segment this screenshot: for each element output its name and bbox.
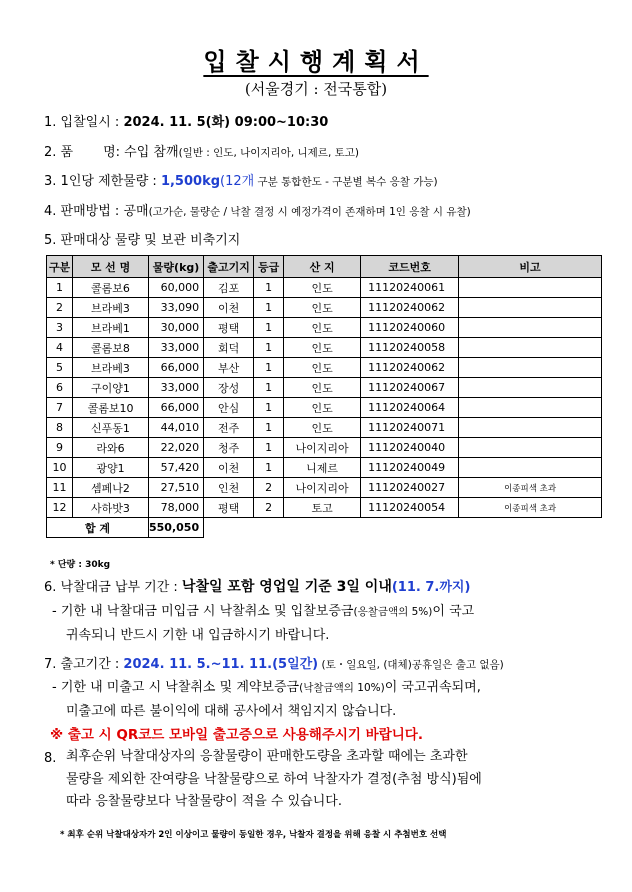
vessel-name-cell: 브라베3 bbox=[73, 298, 149, 318]
remarks-cell: 이종피색 초과 bbox=[459, 498, 602, 518]
total-label: 합 계 bbox=[47, 518, 149, 538]
item-target-volume: 5. 판매대상 물량 및 보관 비축기지 bbox=[44, 233, 241, 248]
table-row bbox=[47, 378, 602, 398]
table-row bbox=[47, 338, 602, 358]
release-depot-cell: 전주 bbox=[204, 418, 254, 438]
document-title: 입찰시행계획서 bbox=[203, 47, 429, 76]
origin-cell: 토고 bbox=[284, 498, 361, 518]
code-number-cell: 11120240040 bbox=[361, 438, 459, 458]
release-depot-cell: 평택 bbox=[204, 318, 254, 338]
vessel-name-cell: 브라베1 bbox=[73, 318, 149, 338]
origin-cell: 인도 bbox=[284, 278, 361, 298]
origin-cell: 인도 bbox=[284, 298, 361, 318]
remarks-cell bbox=[459, 278, 602, 298]
table-row bbox=[47, 458, 602, 478]
code-number-cell: 11120240060 bbox=[361, 318, 459, 338]
volume-kg-cell: 33,000 bbox=[149, 338, 204, 358]
row-number-cell: 9 bbox=[47, 438, 73, 458]
row-number-cell: 8 bbox=[47, 418, 73, 438]
origin-cell: 인도 bbox=[284, 338, 361, 358]
remarks-cell bbox=[459, 398, 602, 418]
vessel-name-cell: 신푸동1 bbox=[73, 418, 149, 438]
header-cell: 출고기지 bbox=[204, 256, 254, 278]
volume-kg-cell: 57,420 bbox=[149, 458, 204, 478]
release-depot-cell: 인천 bbox=[204, 478, 254, 498]
row-number-cell: 7 bbox=[47, 398, 73, 418]
row-number-cell: 2 bbox=[47, 298, 73, 318]
release-depot-cell: 회덕 bbox=[204, 338, 254, 358]
total-blank bbox=[204, 518, 602, 538]
document-subtitle: (서울경기 : 전국통합) bbox=[244, 80, 388, 98]
row-number-cell: 4 bbox=[47, 338, 73, 358]
release-depot-cell: 청주 bbox=[204, 438, 254, 458]
grade-cell: 1 bbox=[254, 358, 284, 378]
table-row bbox=[47, 418, 602, 438]
table-row bbox=[47, 358, 602, 378]
code-number-cell: 11120240062 bbox=[361, 298, 459, 318]
row-number-cell: 6 bbox=[47, 378, 73, 398]
origin-cell: 인도 bbox=[284, 378, 361, 398]
table-row bbox=[47, 318, 602, 338]
item-purchase-limit: 3. 1인당 제한물량 : 1,500kg(12개 구분 통합한도 - 구분별 복수 응찰 가능) bbox=[44, 174, 438, 189]
volume-kg-cell: 60,000 bbox=[149, 278, 204, 298]
origin-cell: 니제르 bbox=[284, 458, 361, 478]
row-number-cell: 10 bbox=[47, 458, 73, 478]
remarks-cell bbox=[459, 418, 602, 438]
code-number-cell: 11120240058 bbox=[361, 338, 459, 358]
remarks-cell bbox=[459, 318, 602, 338]
code-number-cell: 11120240064 bbox=[361, 398, 459, 418]
volume-kg-cell: 33,000 bbox=[149, 378, 204, 398]
volume-kg-cell: 30,000 bbox=[149, 318, 204, 338]
code-number-cell: 11120240027 bbox=[361, 478, 459, 498]
row-number-cell: 11 bbox=[47, 478, 73, 498]
total-value: 550,050 bbox=[149, 518, 204, 538]
table-row bbox=[47, 478, 602, 498]
vessel-name-cell: 콜롬보10 bbox=[73, 398, 149, 418]
remarks-cell bbox=[459, 298, 602, 318]
table-total-row bbox=[47, 518, 602, 538]
grade-cell: 2 bbox=[254, 498, 284, 518]
grade-cell: 1 bbox=[254, 398, 284, 418]
section-payment-text: - 기한 내 낙찰대금 미입금 시 낙찰취소 및 입찰보증금(응찰금액의 5%)이 국고 귀속되니 반드시 기한 내 입금하시기 바랍니다. bbox=[52, 604, 475, 643]
release-depot-cell: 김포 bbox=[204, 278, 254, 298]
volume-kg-cell: 66,000 bbox=[149, 398, 204, 418]
section-release-period: 7. 출고기간 : 2024. 11. 5.~11. 11.(5일간) (토・일요일, (대체)공휴일은 출고 없음) bbox=[44, 657, 504, 672]
table-row bbox=[47, 298, 602, 318]
grade-cell: 1 bbox=[254, 418, 284, 438]
volume-kg-cell: 27,510 bbox=[149, 478, 204, 498]
table-header-row bbox=[47, 256, 602, 278]
vessel-name-cell: 브라베3 bbox=[73, 358, 149, 378]
origin-cell: 인도 bbox=[284, 398, 361, 418]
grade-cell: 1 bbox=[254, 318, 284, 338]
section-payment-deadline: 6. 낙찰대금 납부 기간 : 낙찰일 포함 영업일 기준 3일 이내(11. 7.까지) bbox=[44, 579, 471, 595]
item-product-name: 2. 품 명: 수입 참깨(일반 : 인도, 나이지리아, 니제르, 토고) bbox=[44, 145, 359, 160]
section-allocation-text: 최후순위 낙찰대상자의 응찰물량이 판매한도량을 초과할 때에는 초과한 물량을 제외한 잔여량을 낙찰물량으로 하여 낙찰자가 결정(추첨 방식)됨에 따라 응찰물량보다 낙찰물량이 적을 수 있습니다. bbox=[66, 749, 482, 809]
origin-cell: 인도 bbox=[284, 358, 361, 378]
item-sales-method: 4. 판매방법 : 공매(고가순, 물량순 / 낙찰 결정 시 예정가격이 존재하며 1인 응찰 시 유찰) bbox=[44, 204, 471, 219]
origin-cell: 인도 bbox=[284, 418, 361, 438]
grade-cell: 1 bbox=[254, 458, 284, 478]
release-depot-cell: 평택 bbox=[204, 498, 254, 518]
header-cell: 구분 bbox=[47, 256, 73, 278]
remarks-cell bbox=[459, 338, 602, 358]
origin-cell: 나이지리아 bbox=[284, 478, 361, 498]
vessel-name-cell: 광양1 bbox=[73, 458, 149, 478]
origin-cell: 인도 bbox=[284, 318, 361, 338]
remarks-cell bbox=[459, 378, 602, 398]
remarks-cell: 이종피색 초과 bbox=[459, 478, 602, 498]
lottery-footnote: * 최후 순위 낙찰대상자가 2인 이상이고 물량이 동일한 경우, 낙찰자 결정을 위해 응찰 시 추첨번호 선택 bbox=[60, 830, 447, 840]
grade-cell: 2 bbox=[254, 478, 284, 498]
qr-warning: ※ 출고 시 QR코드 모바일 출고증으로 사용해주시기 바랍니다. bbox=[50, 727, 423, 743]
header-cell: 산 지 bbox=[284, 256, 361, 278]
table-row bbox=[47, 498, 602, 518]
code-number-cell: 11120240067 bbox=[361, 378, 459, 398]
item-bid-datetime: 1. 입찰일시 : 2024. 11. 5(화) 09:00~10:30 bbox=[44, 115, 329, 130]
vessel-name-cell: 라와6 bbox=[73, 438, 149, 458]
release-depot-cell: 이천 bbox=[204, 458, 254, 478]
header-cell: 등급 bbox=[254, 256, 284, 278]
release-depot-cell: 안심 bbox=[204, 398, 254, 418]
remarks-cell bbox=[459, 458, 602, 478]
remarks-cell bbox=[459, 438, 602, 458]
header-cell: 물량(kg) bbox=[149, 256, 204, 278]
table-row bbox=[47, 278, 602, 298]
row-number-cell: 1 bbox=[47, 278, 73, 298]
unit-note: * 단량 : 30kg bbox=[50, 560, 111, 570]
header-cell: 코드번호 bbox=[361, 256, 459, 278]
grade-cell: 1 bbox=[254, 378, 284, 398]
volume-kg-cell: 44,010 bbox=[149, 418, 204, 438]
row-number-cell: 12 bbox=[47, 498, 73, 518]
header-cell: 모 선 명 bbox=[73, 256, 149, 278]
vessel-name-cell: 셈페나2 bbox=[73, 478, 149, 498]
vessel-name-cell: 구이양1 bbox=[73, 378, 149, 398]
row-number-cell: 3 bbox=[47, 318, 73, 338]
origin-cell: 나이지리아 bbox=[284, 438, 361, 458]
release-depot-cell: 이천 bbox=[204, 298, 254, 318]
table-row bbox=[47, 438, 602, 458]
volume-kg-cell: 78,000 bbox=[149, 498, 204, 518]
release-depot-cell: 부산 bbox=[204, 358, 254, 378]
code-number-cell: 11120240054 bbox=[361, 498, 459, 518]
vessel-name-cell: 사하밧3 bbox=[73, 498, 149, 518]
stock-table bbox=[46, 255, 602, 538]
grade-cell: 1 bbox=[254, 298, 284, 318]
grade-cell: 1 bbox=[254, 278, 284, 298]
vessel-name-cell: 콜롬보8 bbox=[73, 338, 149, 358]
grade-cell: 1 bbox=[254, 438, 284, 458]
grade-cell: 1 bbox=[254, 338, 284, 358]
volume-kg-cell: 33,090 bbox=[149, 298, 204, 318]
volume-kg-cell: 22,020 bbox=[149, 438, 204, 458]
code-number-cell: 11120240071 bbox=[361, 418, 459, 438]
code-number-cell: 11120240062 bbox=[361, 358, 459, 378]
section-8-number: 8. bbox=[44, 751, 57, 766]
row-number-cell: 5 bbox=[47, 358, 73, 378]
header-cell: 비고 bbox=[459, 256, 602, 278]
code-number-cell: 11120240061 bbox=[361, 278, 459, 298]
section-release-text: - 기한 내 미출고 시 낙찰취소 및 계약보증금(낙찰금액의 10%)이 국고귀속되며, 미출고에 따른 불이익에 대해 공사에서 책임지지 않습니다. bbox=[52, 680, 481, 719]
table-row bbox=[47, 398, 602, 418]
volume-kg-cell: 66,000 bbox=[149, 358, 204, 378]
vessel-name-cell: 콜롬보6 bbox=[73, 278, 149, 298]
remarks-cell bbox=[459, 358, 602, 378]
code-number-cell: 11120240049 bbox=[361, 458, 459, 478]
release-depot-cell: 장성 bbox=[204, 378, 254, 398]
